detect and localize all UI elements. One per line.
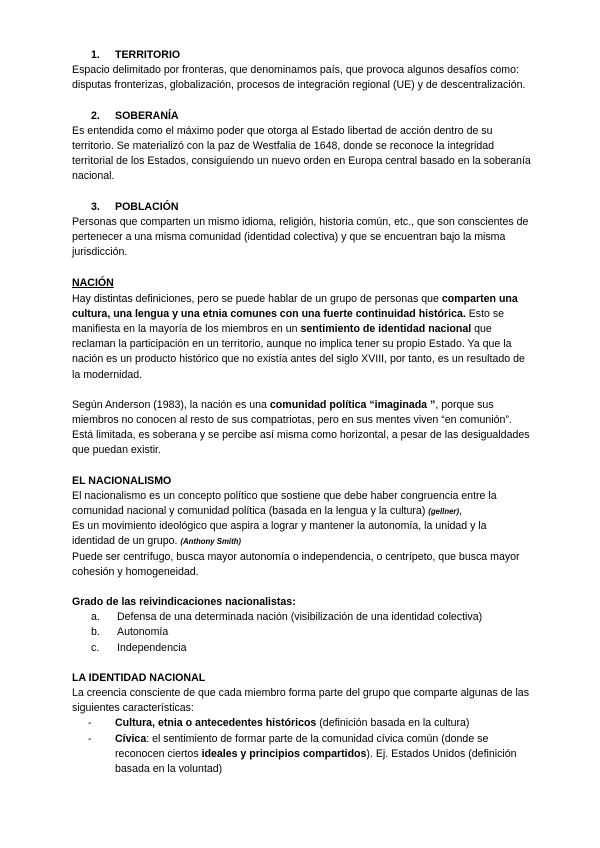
bold-phrase: sentimiento de identidad nacional xyxy=(300,323,472,335)
nacionalismo-paragraph-1: El nacionalismo es un concepto político que sostiene que debe haber congruencia entre la comunidad nacional y comunidad política (basada en la lengua y la cultura) (gellner), xyxy=(72,489,497,518)
bold-phrase: comparten una cultura, una lengua y una etnia comunes con una fuerte continuidad histórica. xyxy=(72,292,518,320)
list-marker: a. xyxy=(91,611,100,624)
nacionalismo-paragraph-3: Puede ser centrífugo, busca mayor autonomía o independencia, o centrípeto, que busca mayor cohesión y homogeneidad. xyxy=(72,550,520,578)
list-text: Cultura, etnia o antecedentes históricos (definición basada en la cultura) xyxy=(115,717,470,730)
citation: (gellner) xyxy=(428,507,460,517)
section-title: POBLACIÓN xyxy=(115,200,179,213)
list-text: Autonomía xyxy=(117,626,169,639)
list-item xyxy=(88,716,532,731)
poblacion-paragraph: Personas que comparten un mismo idioma, religión, historia común, etc., que son conscientes de pertenecer a una misma comunidad (identidad colectiva) y que se encuentran bajo la misma jurisdicción. xyxy=(72,215,529,259)
list-marker: - xyxy=(88,732,92,745)
list-marker: - xyxy=(88,717,92,730)
list-item xyxy=(91,610,532,625)
nacion-paragraph-2: Según Anderson (1983), la nación es una comunidad política “imaginada ”, porque sus miembros no conocen al resto de sus compatriotas, pero en sus mentes viven “en comunión”. Está limitada, es soberana y se percibe así misma como horizontal, a pesar de las desigualdades que puedan existir. xyxy=(72,398,530,457)
citation: (Anthony Smith) xyxy=(180,537,242,547)
section-number: 1. xyxy=(91,49,100,61)
identidad-heading: LA IDENTIDAD NACIONAL xyxy=(72,671,206,684)
document-page xyxy=(72,48,532,777)
section-number: 3. xyxy=(91,200,100,213)
list-text: Independencia xyxy=(117,641,187,654)
identidad-intro: La creencia consciente de que cada miembro forma parte del grupo que comparte algunas de las siguientes características: xyxy=(72,687,529,715)
soberania-paragraph: Es entendida como el máximo poder que otorga al Estado libertad de acción dentro de su territorio. Se materializó con la paz de Westfalia de 1648, donde se reconoce la integridad territorial de los Estados, consiguiendo un nuevo orden en Europa central basado en la soberanía nacional. xyxy=(72,124,531,183)
nacionalismo-heading: EL NACIONALISMO xyxy=(72,474,172,487)
list-text: Defensa de una determinada nación (visibilización de una identidad colectiva) xyxy=(117,611,483,624)
section-heading-territorio xyxy=(91,48,532,63)
list-text: Cívica: el sentimiento de formar parte de la comunidad cívica común (donde se reconocen ciertos ideales y principios compartidos). Ej. Estados Unidos (definición basada en la voluntad) xyxy=(115,732,517,776)
bold-phrase: comunidad política “imaginada ” xyxy=(269,398,436,411)
territorio-paragraph: Espacio delimitado por fronteras, que denominamos país, que provoca algunos desafíos como: disputas fronterizas, globalización, procesos de integración regional (UE) y de descentralización. xyxy=(72,64,526,92)
nacionalismo-paragraph-2: Es un movimiento ideológico que aspira a lograr y mantener la autonomía, la unidad y la identidad de un grupo. (Anthony Smith) xyxy=(72,520,487,548)
reivindicaciones-heading: Grado de las reivindicaciones nacionalistas: xyxy=(72,596,296,609)
nacion-paragraph-1: Hay distintas definiciones, pero se puede hablar de un grupo de personas que comparten una cultura, una lengua y una etnia comunes con una fuerte continuidad histórica. Esto se manifiesta en la mayoría de los miembros en un sentimiento de identidad nacional que reclaman la participación en un territorio, aunque no implica tener su propio Estado. Ya que la nación es un producto histórico que no existía antes del siglo XVIII, por tanto, es un resultado de la modernidad. xyxy=(72,292,525,381)
list-item xyxy=(91,641,532,656)
section-number: 2. xyxy=(91,109,100,122)
section-heading-soberania xyxy=(91,109,532,124)
section-title: TERRITORIO xyxy=(115,49,181,61)
list-item xyxy=(91,625,532,640)
list-marker: c. xyxy=(91,641,100,654)
section-heading-poblacion xyxy=(91,200,532,215)
list-marker: b. xyxy=(91,626,100,639)
section-title: SOBERANÍA xyxy=(115,109,179,122)
list-item xyxy=(88,732,532,778)
nacion-heading: NACIÓN xyxy=(72,277,114,290)
